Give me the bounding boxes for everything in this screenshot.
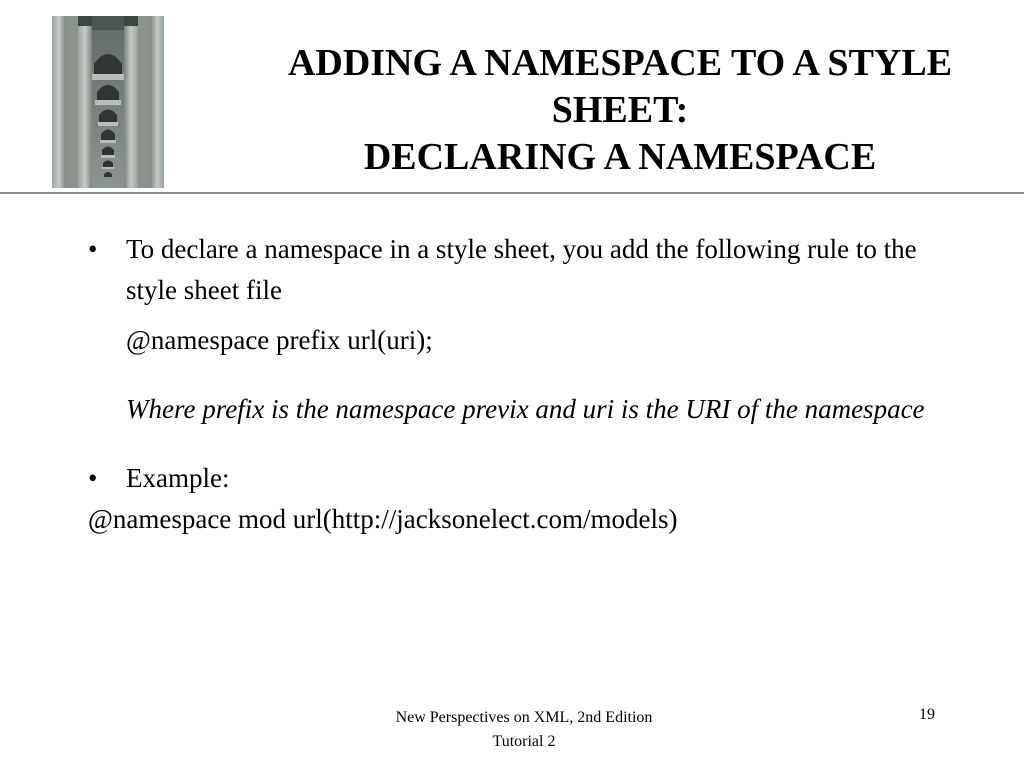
slide-title-line-1: ADDING A NAMESPACE TO A STYLE xyxy=(287,42,953,84)
page-number: 19 xyxy=(919,706,935,723)
footer-course-title: New Perspectives on XML, 2nd Edition xyxy=(395,709,653,726)
slide-body xyxy=(88,229,968,540)
bullet-marker: • xyxy=(88,234,98,264)
bridge-arches-photo xyxy=(52,16,164,188)
bullet-marker: • xyxy=(88,463,98,493)
bullet-item xyxy=(88,458,968,499)
bullet-item xyxy=(88,229,968,311)
syntax-explanation: Where prefix is the namespace previx and uri is the URI of the namespace xyxy=(126,394,925,424)
syntax-line: @namespace prefix url(uri); xyxy=(126,325,433,355)
bullet-text-declare: To declare a namespace in a style sheet, you add the following rule to the style sheet file xyxy=(126,234,917,305)
footer-tutorial-label: Tutorial 2 xyxy=(492,733,556,750)
slide-title-line-2: SHEET: xyxy=(551,89,689,131)
bullet-text-example: Example: xyxy=(126,463,230,493)
slide-title-line-3: DECLARING A NAMESPACE xyxy=(363,136,877,178)
spacer xyxy=(88,361,968,389)
spacer xyxy=(88,430,968,458)
slide-footer xyxy=(324,706,724,754)
title-divider xyxy=(0,192,1024,194)
spacer xyxy=(88,311,968,320)
slide-title xyxy=(230,40,1010,181)
example-code-line: @namespace mod url(http://jacksonelect.com/models) xyxy=(88,504,678,534)
